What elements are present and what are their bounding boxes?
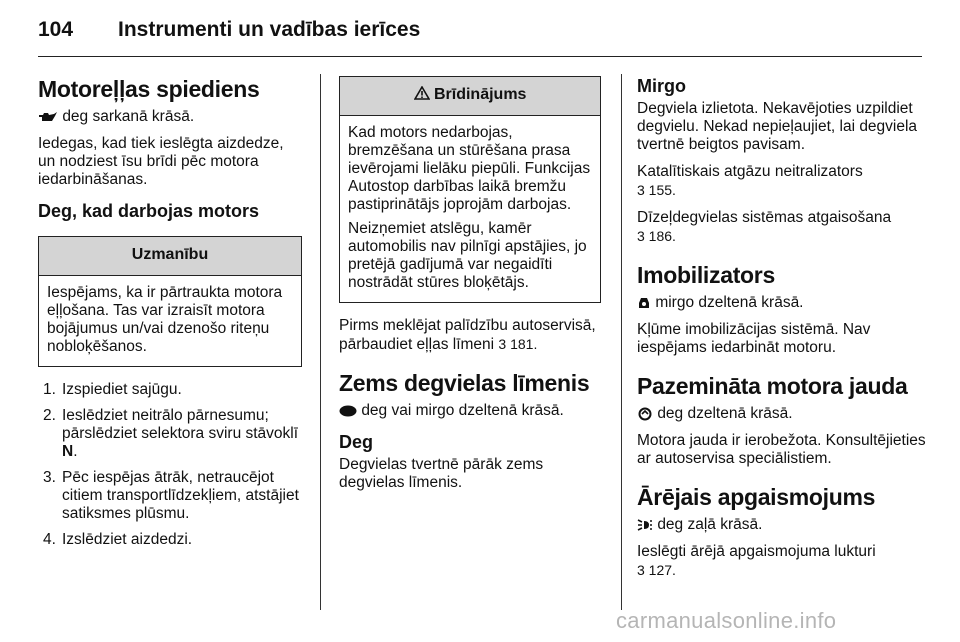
diesel-ref: Dīzeļdegvielas sistēmas atgaisošana 3 186. (637, 209, 892, 244)
immobilizer-text: Kļūme imobilizācijas sistēmā. Nav iespējams iedarbināt motoru. (637, 321, 871, 356)
column-2 (339, 76, 601, 501)
column-divider (621, 74, 622, 610)
heading-deg: Deg (339, 432, 374, 452)
caution-box (38, 236, 302, 367)
warning-title: Brīdinājums (433, 86, 527, 103)
page-header (38, 18, 922, 48)
heading-low-fuel: Zems degvielas līmenis (339, 370, 590, 396)
caution-title: Uzmanību (39, 237, 301, 276)
heading-exterior-lights: Ārējais apgaismojums (637, 484, 876, 510)
fuel-level-icon (339, 405, 357, 417)
steps-list (38, 381, 302, 549)
watermark: carmanualsonline.info (616, 608, 837, 633)
heading-reduced-power: Pazemināta motora jauda (637, 373, 908, 399)
catalyst-ref: Katalītiskais atgāzu neitralizators 3 155. (637, 163, 863, 198)
list-item: 1. Izspiediet sajūgu. (43, 381, 182, 398)
column-1 (38, 76, 302, 557)
immobilizer-indicator-line: mirgo dzeltenā krāsā. (637, 294, 927, 312)
exterior-lights-icon (637, 519, 653, 531)
power-text: Motora jauda ir ierobežota. Konsultējieties ar autoservisa speciālistiem. (637, 432, 926, 467)
warning-text-2: Neizņemiet atslēgu, kamēr automobilis nav pilnīgi apstājies, jo pretējā gadījumā var negaidīti nostrādāt stūres bloķētājs. (348, 220, 587, 291)
oil-can-icon (38, 111, 58, 123)
chapter-title: Instrumenti un vadības ierīces (118, 18, 421, 41)
lights-indicator-line: deg zaļā krāsā. (637, 516, 927, 534)
fuel-indicator-line: deg vai mirgo dzeltenā krāsā. (339, 402, 601, 420)
lights-text: Ieslēgti ārējā apgaismojuma lukturi 3 127. (637, 543, 876, 578)
list-item: 4. Izslēdziet aizdedzi. (43, 531, 193, 548)
list-item: 3. Pēc iespējas ātrāk, netraucējot citiem transportlīdzekļiem, atstājiet satiksmes plūsmu. (43, 469, 299, 522)
oil-description: Iedegas, kad tiek ieslēgta aizdedze, un nodziest īsu brīdi pēc motora iedarbināšanas. (38, 135, 284, 188)
power-indicator-line: deg dzeltenā krāsā. (637, 405, 927, 423)
heading-oil-pressure: Motoreļļas spiediens (38, 76, 260, 102)
immobilizer-car-icon (637, 296, 651, 310)
oil-indicator-line: deg sarkanā krāsā. (38, 108, 302, 126)
reduced-power-icon (637, 407, 653, 421)
column-divider (320, 74, 321, 610)
warning-triangle-icon (414, 86, 430, 100)
heading-immobilizer: Imobilizators (637, 262, 775, 288)
page-number: 104 (38, 18, 74, 41)
heading-engine-running: Deg, kad darbojas motors (38, 201, 260, 221)
caution-text: Iespējams, ka ir pārtraukta motora eļļošana. Tas var izraisīt motora bojājumus un/vai dzenošo riteņu nobloķēšanos. (47, 284, 283, 355)
mirgo-text: Degviela izlietota. Nekavējoties uzpildiet degvielu. Nekad nepieļaujiet, lai degviela tvertnē beigtos pavisam. (637, 100, 918, 153)
warning-text-1: Kad motors nedarbojas, bremzēšana un stūrēšana prasa ievērojami lielāku piepūli. Funkcijas Autostop darbības laikā bremžu pastiprinātājs joprojām darbojas. (348, 124, 591, 213)
header-rule (38, 56, 922, 57)
oil-check-text: Pirms meklējat palīdzību autoservisā, pārbaudiet eļļas līmeni 3 181. (339, 317, 596, 353)
heading-mirgo: Mirgo (637, 76, 686, 96)
list-item: 2. Ieslēdziet neitrālo pārnesumu; pārslēdziet selektora sviru stāvoklī N. (43, 407, 299, 460)
column-3 (637, 76, 927, 589)
deg-text: Degvielas tvertnē pārāk zems degvielas līmenis. (339, 456, 544, 491)
warning-box (339, 76, 601, 303)
warning-header (340, 77, 600, 116)
